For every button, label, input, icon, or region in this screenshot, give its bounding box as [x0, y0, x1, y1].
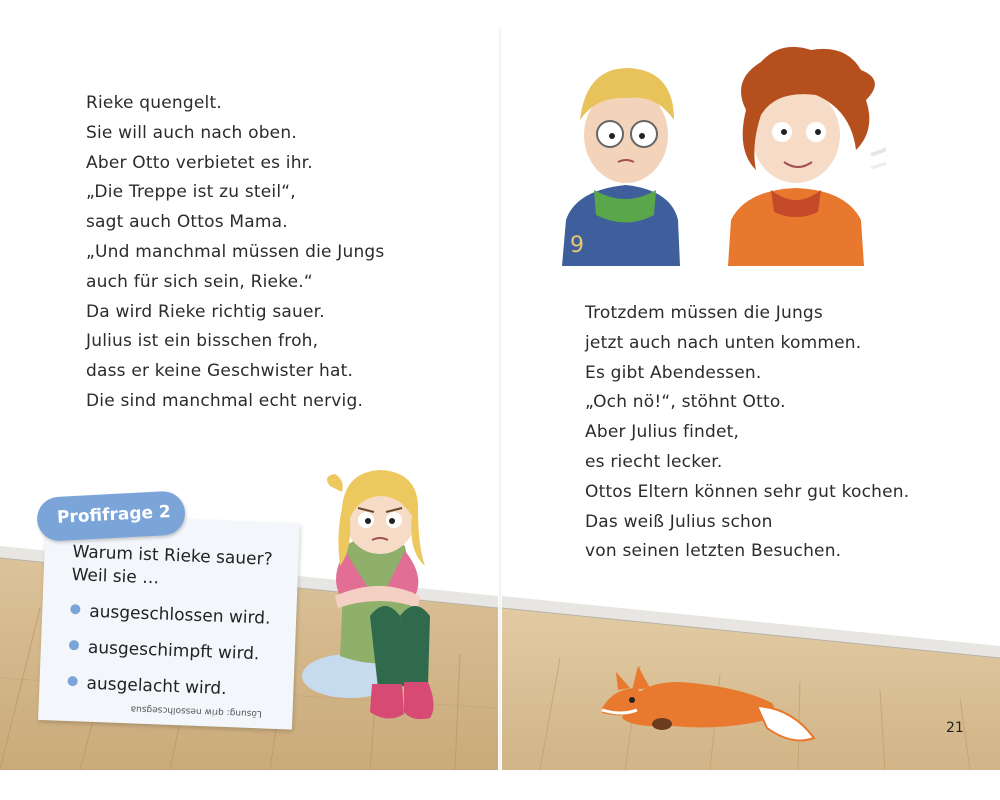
text-line: dass er keine Geschwister hat.: [86, 361, 354, 382]
bullet-icon: [70, 604, 80, 614]
text-line: Da wird Rieke richtig sauer.: [86, 301, 325, 322]
sulking-girl-illustration: [300, 456, 450, 726]
bullet-icon: [67, 676, 77, 686]
profifrage-card: [38, 514, 300, 730]
text-line: Aber Otto verbietet es ihr.: [86, 152, 313, 173]
text-line: Sie will auch nach oben.: [86, 122, 297, 143]
text-line: Trotzdem müssen die Jungs: [585, 303, 823, 323]
book-spine: [498, 28, 502, 770]
question-line: Weil sie …: [71, 565, 160, 589]
curly-haired-boy-illustration: [728, 47, 886, 266]
text-line: von seinen letzten Besuchen.: [585, 541, 842, 562]
bottom-margin: [0, 770, 1000, 800]
text-line: sagt auch Ottos Mama.: [86, 212, 288, 233]
right-page-text: [585, 299, 909, 567]
top-margin: [0, 0, 1000, 28]
answer-option-label: ausgelacht wird.: [86, 673, 227, 700]
answer-option-label: ausgeschlossen wird.: [88, 601, 271, 629]
text-line: Es gibt Abendessen.: [585, 362, 762, 383]
text-line: auch für sich sein, Rieke.“: [86, 271, 313, 292]
question-line: Warum ist Rieke sauer?: [72, 542, 273, 570]
left-page-text: [86, 89, 384, 417]
text-line: Ottos Eltern können sehr gut kochen.: [585, 481, 910, 502]
profifrage-tab-label: Profifrage 2: [56, 501, 172, 528]
boys-illustration: [556, 40, 886, 280]
text-line: Das weiß Julius schon: [585, 511, 773, 532]
text-line: „Und manchmal müssen die Jungs: [86, 241, 385, 262]
toy-fox-illustration: [592, 658, 822, 748]
bullet-icon: [69, 640, 79, 650]
svg-text:9: 9: [570, 233, 584, 258]
question-text: [71, 541, 273, 595]
text-line: Rieke quengelt.: [86, 93, 222, 113]
answer-option[interactable]: [67, 673, 227, 699]
text-line: „Och nö!“, stöhnt Otto.: [585, 392, 786, 413]
answer-option[interactable]: [69, 637, 260, 664]
answer-option[interactable]: [70, 601, 271, 629]
page-number: 21: [946, 720, 964, 736]
text-line: Die sind manchmal echt nervig.: [86, 390, 364, 411]
text-line: jetzt auch nach unten kommen.: [585, 332, 862, 353]
book-spread: [0, 28, 1000, 770]
profifrage-tab: [36, 490, 186, 542]
text-line: „Die Treppe ist zu steil“,: [86, 182, 296, 203]
text-line: es riecht lecker.: [585, 451, 723, 472]
text-line: Julius ist ein bisschen froh,: [86, 331, 319, 352]
answer-option-label: ausgeschimpft wird.: [87, 637, 260, 665]
upside-down-solution: Lösung: qriw nessolhcsegsua: [130, 703, 263, 719]
boy-with-glasses-illustration: [562, 68, 680, 266]
text-line: Aber Julius findet,: [585, 422, 740, 443]
